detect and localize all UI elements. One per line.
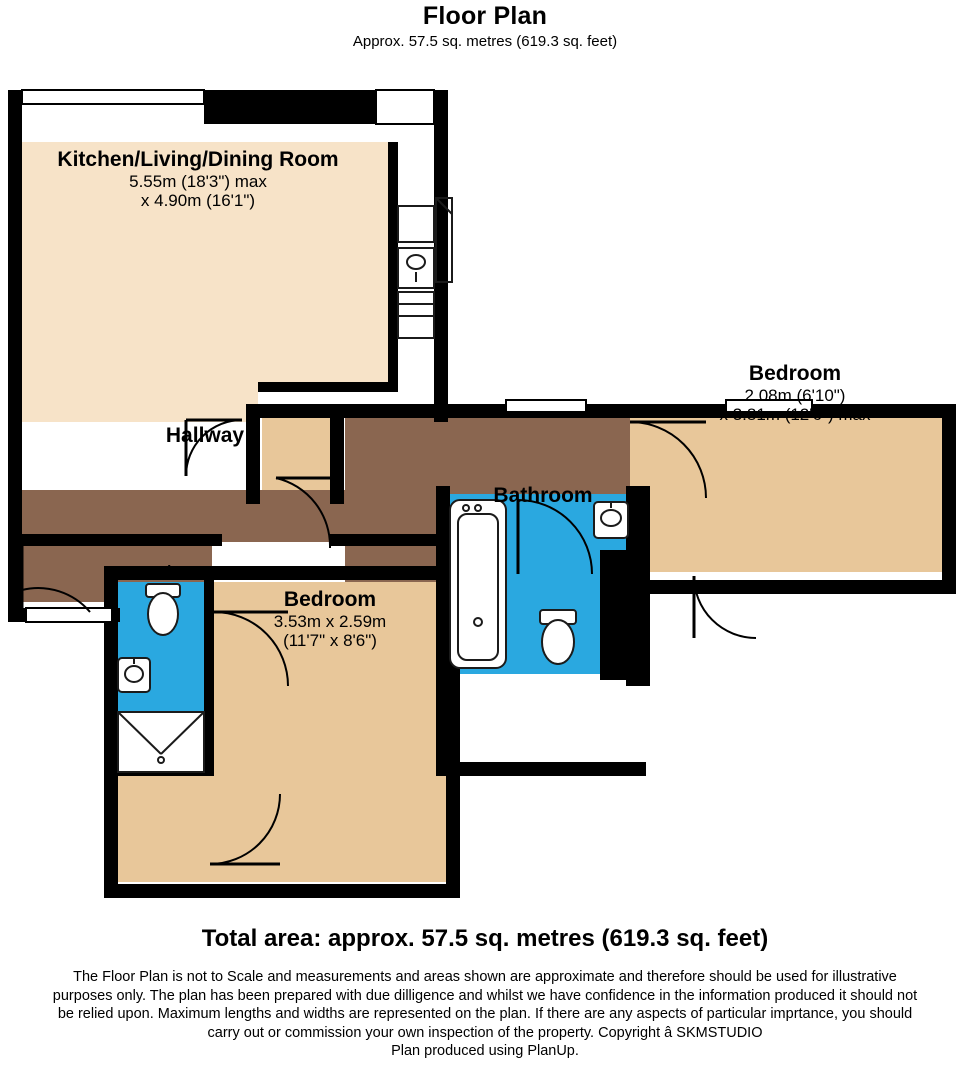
room-dim-bedroom-2-2: x 3.81m (12'6") max xyxy=(719,404,871,424)
room-name-bathroom: Bathroom xyxy=(493,484,593,507)
page-title: Floor Plan xyxy=(422,2,548,30)
ensuite-shower-fixture xyxy=(118,712,204,772)
disclaimer-line-2: purposes only. The plan has been prepared with due dilligence and whilst we have confidence in the information produced it should not xyxy=(52,987,918,1004)
page-subtitle: Approx. 57.5 sq. metres (619.3 sq. feet) xyxy=(352,33,618,50)
room-dim-kitchen-living-dining-2: x 4.90m (16'1") xyxy=(140,190,256,210)
room-name-kitchen-living-dining: Kitchen/Living/Dining Room xyxy=(57,148,339,171)
bath-fixture xyxy=(450,500,506,668)
ensuite-basin-fixture xyxy=(118,658,150,692)
disclaimer-text xyxy=(0,968,970,1061)
room-name-bedroom-2: Bedroom xyxy=(748,362,842,385)
disclaimer-line-4: carry out or commission your own inspection of the property. Copyright â SKMSTUDIO xyxy=(207,1024,763,1041)
disclaimer-line-3: be relied upon. Maximum lengths and widths are represented on the plan. If there are any aspects of particular imprtance, you should xyxy=(57,1006,913,1023)
bathroom-wc-fixture xyxy=(540,610,576,664)
room-fill-bedroom-2 xyxy=(630,412,948,572)
floor-plan-drawing xyxy=(0,82,970,902)
room-name-hallway: Hallway xyxy=(165,424,245,447)
disclaimer-line-5: Plan produced using PlanUp. xyxy=(391,1043,579,1060)
disclaimer-line-1: The Floor Plan is not to Scale and measurements and areas shown are approximate and therefore should be used for illustrative xyxy=(73,969,897,985)
room-fill-kitchen-living-dining xyxy=(22,90,388,422)
ensuite-wc-fixture xyxy=(146,584,180,635)
room-name-en-suite: En-suite xyxy=(125,563,185,580)
room-dim-bedroom-1-2: (11'7" x 8'6") xyxy=(283,630,377,650)
room-dim-bedroom-2-1: 2.08m (6'10") xyxy=(744,385,846,405)
room-dim-kitchen-living-dining-1: 5.55m (18'3") max xyxy=(129,171,267,191)
room-name-bedroom-1: Bedroom xyxy=(283,588,377,611)
kitchen-sink-fixture xyxy=(398,248,434,288)
total-area-text: Total area: approx. 57.5 sq. metres (619.3 sq. feet) xyxy=(201,925,769,952)
bathroom-basin-fixture xyxy=(594,502,628,538)
room-dim-bedroom-1-1: 3.53m x 2.59m xyxy=(273,611,387,631)
